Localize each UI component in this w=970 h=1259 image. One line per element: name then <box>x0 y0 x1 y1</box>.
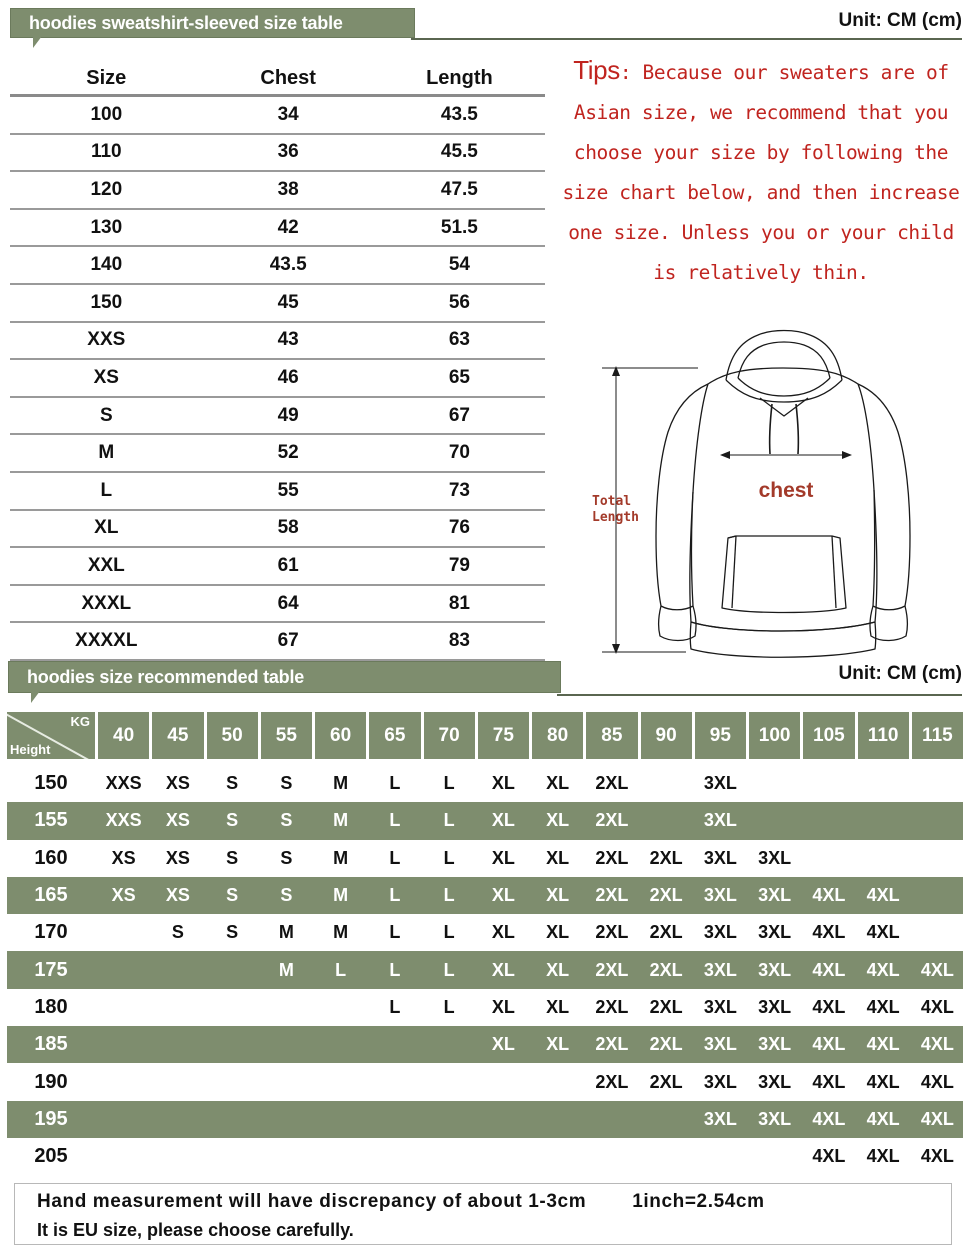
size-recommendation-cell: S <box>171 922 184 943</box>
size-cell: 150 <box>90 291 123 313</box>
size-recommendation-cell: S <box>226 922 239 943</box>
weight-header-cell: 110 <box>858 712 909 759</box>
size-recommendation-cell: 4XL <box>920 1108 954 1129</box>
chest-cell: 67 <box>277 630 299 652</box>
size-recommendation-cell: S <box>226 885 239 906</box>
footer-note <box>14 1183 952 1245</box>
table-row <box>7 840 963 877</box>
size-recommendation-cell: 4XL <box>812 1071 846 1092</box>
recommended-table-header-row <box>7 712 963 759</box>
total-length-label-line2: Length <box>592 510 639 525</box>
size-recommendation-cell: 4XL <box>866 959 900 980</box>
size-recommendation-cell: 2XL <box>649 922 683 943</box>
size-recommendation-cell: XXS <box>105 810 142 831</box>
chest-cell: 43.5 <box>269 254 307 276</box>
size-recommendation-cell: 2XL <box>595 847 629 868</box>
tips-line-1: Asian size, we recommend that you <box>573 101 949 124</box>
size-recommendation-cell: XS <box>165 773 190 794</box>
size-recommendation-cell: 3XL <box>703 996 737 1017</box>
size-recommendation-cell: XL <box>491 959 515 980</box>
weight-header-cell: 115 <box>912 712 963 759</box>
length-cell: 76 <box>448 517 470 539</box>
length-cell: 51.5 <box>440 216 478 238</box>
size-recommendation-cell: L <box>443 847 455 868</box>
size-recommendation-cell: M <box>333 810 349 831</box>
size-recommendation-cell: 2XL <box>649 1071 683 1092</box>
table-row <box>10 246 545 284</box>
size-recommendation-cell: 3XL <box>758 1034 792 1055</box>
weight-header-cell: 45 <box>152 712 203 759</box>
chest-cell: 46 <box>277 366 299 388</box>
size-recommendation-cell: 4XL <box>866 1071 900 1092</box>
size-recommendation-cell: XL <box>491 1034 515 1055</box>
size-recommendation-cell: L <box>443 885 455 906</box>
table-row <box>10 397 545 435</box>
height-row-label: 205 <box>34 1145 68 1168</box>
tips-line-3: size chart below, and then increase <box>562 181 960 204</box>
size-cell: XXL <box>87 554 125 576</box>
chest-cell: 52 <box>277 442 299 464</box>
size-recommendation-cell: 2XL <box>649 1034 683 1055</box>
size-table-banner <box>10 8 415 38</box>
size-recommendation-cell: XXS <box>105 773 142 794</box>
size-recommendation-cell: 2XL <box>649 847 683 868</box>
weight-header-cell: 105 <box>803 712 854 759</box>
table-row <box>7 989 963 1026</box>
height-row-label: 190 <box>34 1070 68 1093</box>
weight-header-cell: 80 <box>532 712 583 759</box>
size-recommendation-cell: 2XL <box>595 885 629 906</box>
chest-cell: 61 <box>277 554 299 576</box>
recommended-table-banner <box>8 661 561 693</box>
tips-line-2: choose your size by following the <box>573 141 949 164</box>
size-recommendation-cell: XL <box>546 885 570 906</box>
chest-cell: 36 <box>277 141 299 163</box>
size-cell: 110 <box>90 141 122 163</box>
size-recommendation-cell: 3XL <box>703 1034 737 1055</box>
weight-header-cell: 70 <box>424 712 475 759</box>
table-row <box>10 472 545 510</box>
length-cell: 56 <box>448 291 470 313</box>
size-recommendation-cell: 3XL <box>758 959 792 980</box>
size-recommendation-cell: XS <box>165 847 190 868</box>
size-recommendation-cell: L <box>443 922 455 943</box>
size-recommendation-cell: 2XL <box>595 959 629 980</box>
size-recommendation-cell: 4XL <box>920 1034 954 1055</box>
size-recommendation-cell: L <box>389 959 401 980</box>
size-recommendation-cell: 4XL <box>866 996 900 1017</box>
size-recommendation-cell: 3XL <box>703 959 737 980</box>
tips-label: Tips <box>573 55 620 85</box>
table-row <box>7 1101 963 1138</box>
size-recommendation-cell: 4XL <box>812 922 846 943</box>
size-cell: XS <box>93 366 119 388</box>
tips-line-5: is relatively thin. <box>653 261 869 284</box>
size-recommendation-cell: 4XL <box>866 1034 900 1055</box>
size-recommendation-cell: XS <box>111 847 136 868</box>
length-cell: 70 <box>448 442 470 464</box>
table-row <box>7 914 963 951</box>
size-recommendation-cell: XS <box>111 885 136 906</box>
chest-cell: 34 <box>277 103 299 125</box>
chest-cell: 49 <box>277 404 299 426</box>
table-row <box>10 96 545 134</box>
chest-dimension <box>720 451 852 459</box>
size-recommendation-cell: 2XL <box>595 810 629 831</box>
size-cell: XXXXL <box>75 630 138 652</box>
size-recommendation-cell: XL <box>546 922 570 943</box>
size-recommendation-cell: L <box>443 959 455 980</box>
size-recommendation-cell: 4XL <box>812 996 846 1017</box>
size-recommendation-cell: S <box>226 847 239 868</box>
size-recommendation-cell: S <box>280 885 293 906</box>
size-recommendation-cell: M <box>278 959 294 980</box>
size-recommendation-cell: S <box>280 810 293 831</box>
size-recommendation-cell: 4XL <box>812 1108 846 1129</box>
size-recommendation-cell: 4XL <box>920 1071 954 1092</box>
weight-header-cell: 60 <box>315 712 366 759</box>
length-cell: 73 <box>448 479 470 501</box>
size-recommendation-cell: 3XL <box>758 922 792 943</box>
size-recommendation-cell: 3XL <box>703 1108 737 1129</box>
size-table <box>10 62 545 661</box>
weight-header-cell: 55 <box>261 712 312 759</box>
size-recommendation-cell: XL <box>491 885 515 906</box>
weight-header-cell: 65 <box>369 712 420 759</box>
size-recommendation-cell: S <box>280 773 293 794</box>
size-recommendation-cell: 3XL <box>703 810 737 831</box>
height-row-label: 175 <box>34 958 68 981</box>
chest-cell: 43 <box>277 329 299 351</box>
size-recommendation-cell: 3XL <box>703 1071 737 1092</box>
chest-cell: 55 <box>277 479 299 501</box>
size-recommendation-cell: M <box>333 885 349 906</box>
size-table-header-row <box>10 62 545 96</box>
size-recommendation-cell: L <box>335 959 347 980</box>
chest-cell: 38 <box>277 178 299 200</box>
size-recommendation-cell: XL <box>546 1034 570 1055</box>
size-recommendation-cell: 3XL <box>758 847 792 868</box>
size-recommendation-cell: XL <box>546 996 570 1017</box>
recommended-table-unit-label: Unit: CM (cm) <box>838 663 962 684</box>
size-recommendation-cell: 2XL <box>595 1034 629 1055</box>
length-cell: 63 <box>448 329 470 351</box>
height-row-label: 150 <box>34 772 68 795</box>
size-cell: 100 <box>90 103 123 125</box>
tips-line-0-text: : Because our sweaters are of <box>619 61 949 84</box>
banner-tail-icon <box>31 691 40 703</box>
length-cell: 67 <box>448 404 470 426</box>
size-recommendation-cell: 3XL <box>703 847 737 868</box>
size-recommendation-cell: 4XL <box>866 1108 900 1129</box>
length-cell: 45.5 <box>440 141 478 163</box>
table-row <box>10 585 545 623</box>
hoodie-measurement-diagram <box>590 322 970 660</box>
size-cell: M <box>98 442 115 464</box>
corner-kg-label: KG <box>70 714 90 729</box>
size-recommendation-cell: XL <box>546 773 570 794</box>
size-recommendation-cell: 4XL <box>812 885 846 906</box>
size-recommendation-cell: L <box>389 885 401 906</box>
total-length-label-line1: Total <box>592 494 632 509</box>
height-row-label: 160 <box>34 846 68 869</box>
height-row-label: 170 <box>34 921 68 944</box>
size-cell: 130 <box>90 216 123 238</box>
size-recommendation-cell: 3XL <box>758 996 792 1017</box>
size-recommendation-cell: S <box>226 773 239 794</box>
height-row-label: 165 <box>34 884 68 907</box>
size-recommendation-cell: 3XL <box>758 1071 792 1092</box>
size-recommendation-cell: 3XL <box>758 885 792 906</box>
size-recommendation-cell: M <box>333 922 349 943</box>
size-recommendation-cell: XL <box>491 996 515 1017</box>
length-cell: 43.5 <box>440 103 478 125</box>
size-table-col-length: Length <box>426 66 493 89</box>
footer-discrepancy-text: Hand measurement will have discrepancy of about 1-3cm <box>37 1191 587 1212</box>
table-row <box>7 951 963 988</box>
size-recommendation-cell: M <box>333 773 349 794</box>
weight-header-cell: 40 <box>98 712 149 759</box>
height-row-label: 195 <box>34 1107 68 1130</box>
chest-cell: 42 <box>277 216 299 238</box>
recommended-table-header-rule <box>557 694 962 696</box>
chest-cell: 58 <box>277 517 299 539</box>
size-recommendation-cell: 4XL <box>812 959 846 980</box>
table-row <box>7 765 963 802</box>
size-recommendation-cell: L <box>443 996 455 1017</box>
table-row <box>7 877 963 914</box>
size-recommendation-cell: 4XL <box>866 885 900 906</box>
size-cell: XXS <box>87 329 126 351</box>
size-recommendation-cell: 2XL <box>649 996 683 1017</box>
table-row <box>10 209 545 247</box>
table-row <box>10 359 545 397</box>
size-recommendation-cell: L <box>389 847 401 868</box>
size-recommendation-cell: 4XL <box>866 922 900 943</box>
size-cell: XXXL <box>81 592 132 614</box>
table-row <box>10 547 545 585</box>
table-row <box>7 802 963 839</box>
size-recommendation-cell: M <box>278 922 294 943</box>
table-row <box>7 1138 963 1175</box>
size-table-header-rule <box>411 38 962 40</box>
weight-header-cell: 85 <box>586 712 637 759</box>
size-recommendation-cell: 2XL <box>649 885 683 906</box>
length-cell: 81 <box>448 592 470 614</box>
size-cell: 140 <box>90 254 123 276</box>
height-weight-corner-cell <box>7 712 95 759</box>
size-recommendation-cell: 4XL <box>920 1146 954 1167</box>
size-cell: L <box>100 479 113 501</box>
weight-header-cell: 95 <box>695 712 746 759</box>
table-row <box>7 1063 963 1100</box>
size-recommendation-cell: 4XL <box>866 1146 900 1167</box>
size-recommendation-cell: S <box>280 847 293 868</box>
size-recommendation-cell: L <box>389 773 401 794</box>
weight-header-cell: 90 <box>641 712 692 759</box>
table-row <box>10 510 545 548</box>
weight-header-cell: 75 <box>478 712 529 759</box>
tips-line-4: one size. Unless you or your child <box>568 221 954 244</box>
size-recommendation-cell: XS <box>165 885 190 906</box>
size-recommendation-cell: XL <box>491 773 515 794</box>
height-row-label: 155 <box>34 809 68 832</box>
size-recommendation-cell: L <box>443 810 455 831</box>
size-recommendation-cell: 2XL <box>595 922 629 943</box>
size-recommendation-cell: L <box>389 810 401 831</box>
size-table-unit-label: Unit: CM (cm) <box>838 10 962 31</box>
size-recommendation-cell: 4XL <box>920 959 954 980</box>
size-recommendation-cell: L <box>389 922 401 943</box>
size-recommendation-cell: XL <box>491 810 515 831</box>
size-recommendation-cell: 4XL <box>920 996 954 1017</box>
length-cell: 54 <box>448 254 470 276</box>
chest-cell: 45 <box>277 291 299 313</box>
size-recommendation-cell: 3XL <box>703 885 737 906</box>
size-recommendation-cell: M <box>333 847 349 868</box>
size-table-col-size: Size <box>86 66 127 89</box>
size-recommendation-cell: 2XL <box>595 1071 629 1092</box>
size-recommendation-cell: XL <box>491 922 515 943</box>
length-cell: 79 <box>448 554 470 576</box>
size-recommendation-cell: XL <box>546 847 570 868</box>
size-recommendation-cell: 3XL <box>758 1108 792 1129</box>
size-recommendation-cell: XL <box>491 847 515 868</box>
size-recommendation-cell: 3XL <box>703 922 737 943</box>
size-recommendation-cell: XL <box>546 959 570 980</box>
size-cell: XL <box>94 517 119 539</box>
size-recommendation-cell: L <box>443 773 455 794</box>
chest-label: chest <box>758 479 814 502</box>
size-table-col-chest: Chest <box>260 66 316 89</box>
tips-line-0 <box>556 50 966 93</box>
height-row-label: 180 <box>34 995 68 1018</box>
recommended-table <box>7 712 963 1175</box>
weight-header-cell: 100 <box>749 712 800 759</box>
size-recommendation-cell: 2XL <box>595 996 629 1017</box>
weight-header-cell: 50 <box>207 712 258 759</box>
size-recommendation-cell: L <box>389 996 401 1017</box>
table-row <box>10 171 545 209</box>
table-row <box>10 322 545 360</box>
size-recommendation-cell: XS <box>165 810 190 831</box>
table-row <box>10 622 545 660</box>
table-row <box>10 434 545 472</box>
table-row <box>10 284 545 322</box>
banner-tail-icon <box>33 36 42 48</box>
length-cell: 83 <box>448 630 470 652</box>
size-recommendation-cell: 2XL <box>649 959 683 980</box>
footer-note-line-2: It is EU size, please choose carefully. <box>37 1220 354 1240</box>
tips-paragraph <box>556 50 966 293</box>
size-recommendation-cell: 3XL <box>703 773 737 794</box>
chest-cell: 64 <box>277 592 299 614</box>
size-recommendation-cell: XL <box>546 810 570 831</box>
length-cell: 65 <box>448 366 470 388</box>
footer-inch-conversion-text: 1inch=2.54cm <box>632 1191 765 1212</box>
table-row <box>10 134 545 172</box>
length-cell: 47.5 <box>440 178 478 200</box>
size-table-banner-label: hoodies sweatshirt-sleeved size table <box>29 12 343 33</box>
footer-note-line-1 <box>37 1191 951 1213</box>
size-recommendation-cell: 2XL <box>595 773 629 794</box>
size-recommendation-cell: 4XL <box>812 1034 846 1055</box>
size-recommendation-cell: 4XL <box>812 1146 846 1167</box>
size-cell: 120 <box>90 178 123 200</box>
recommended-table-banner-label: hoodies size recommended table <box>27 666 305 687</box>
size-cell: S <box>99 404 113 426</box>
corner-height-label: Height <box>10 742 51 757</box>
height-row-label: 185 <box>34 1033 68 1056</box>
size-recommendation-cell: S <box>226 810 239 831</box>
table-row <box>7 1026 963 1063</box>
